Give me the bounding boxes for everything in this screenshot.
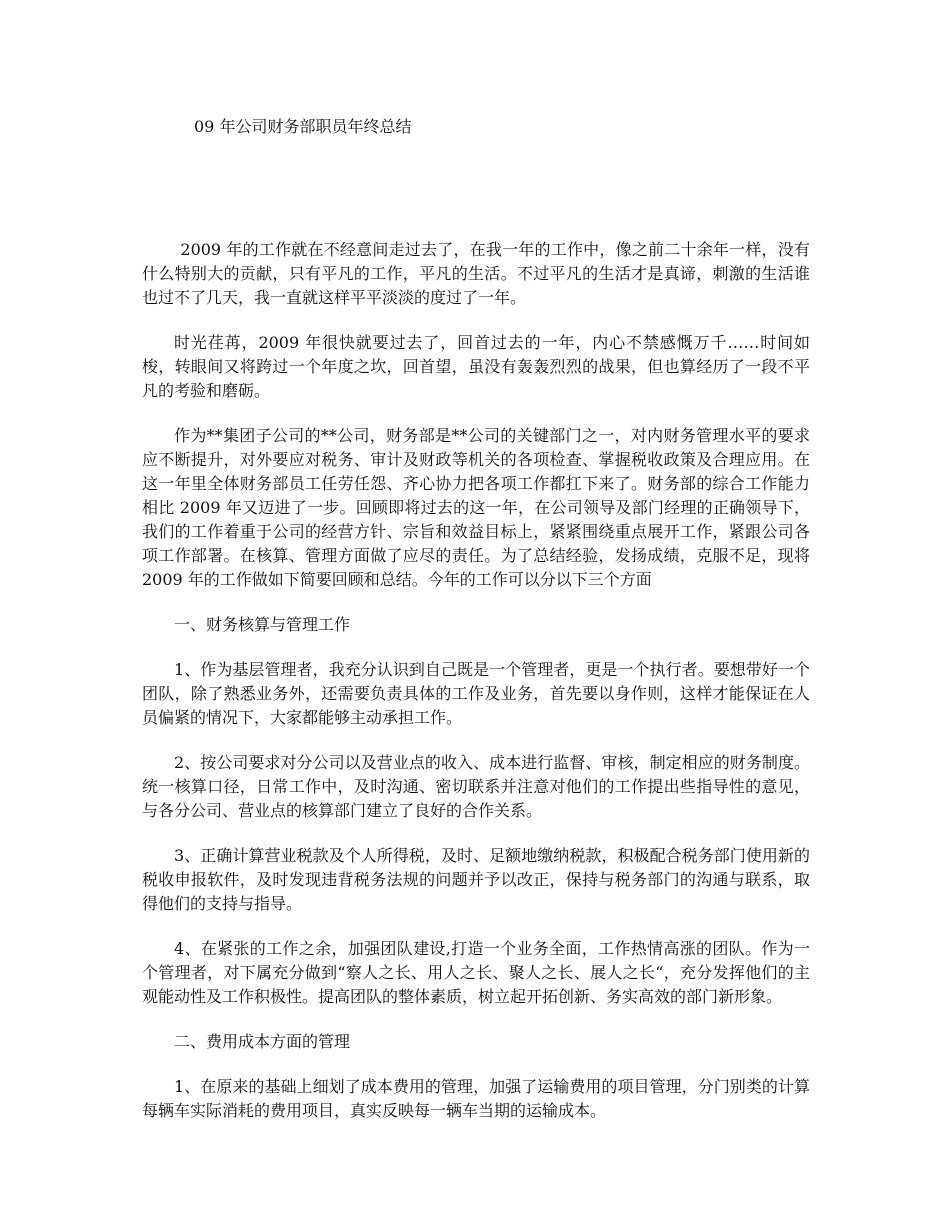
document-title: 09 年公司财务部职员年终总结 bbox=[194, 117, 412, 136]
paragraph-accounting-item-1: 1、作为基层管理者，我充分认识到自己既是一个管理者，更是一个执行者。要想带好一个团队，除了熟悉业务外，还需要负责具体的工作及业务，首先要以身作则，这样才能保证在人员偏紧的情况下，大家都能够主动承担工作。 bbox=[142, 660, 810, 727]
paragraph-department-overview: 作为**集团子公司的**公司，财务部是**公司的关键部门之一，对内财务管理水平的要求应不断提升，对外要应对税务、审计及财政等机关的各项检查、掌握税收政策及合理应用。在这一年里全体财务部员工任劳任怨、齐心协力把各项工作都扛下来了。财务部的综合工作能力相比 2009 年又迈进了一步。回顾即将过去的这一年，在公司领导及部门经理的正确领导下，我们的工作着重于公司的经营方针、宗旨和效益目标上，紧紧围绕重点展开工作，紧跟公司各项工作部署。在核算、管理方面做了应尽的责任。为了总结经验，发扬成绩，克服不足，现将 2009 年的工作做如下简要回顾和总结。今年的工作可以分以下三个方面 bbox=[142, 426, 810, 589]
section-heading-cost-management: 二、费用成本方面的管理 bbox=[174, 1032, 351, 1051]
paragraph-accounting-item-3: 3、正确计算营业税款及个人所得税，及时、足额地缴纳税款，积极配合税务部门使用新的税收申报软件，及时发现违背税务法规的问题并予以改正，保持与税务部门的沟通与联系，取得他们的支持与指导。 bbox=[142, 846, 810, 913]
document-body bbox=[142, 238, 810, 1144]
paragraph-accounting-item-2: 2、按公司要求对分公司以及营业点的收入、成本进行监督、审核，制定相应的财务制度。统一核算口径，日常工作中，及时沟通、密切联系并注意对他们的工作提出些指导性的意见，与各分公司、营业点的核算部门建立了良好的合作关系。 bbox=[142, 753, 810, 820]
paragraph-intro: 2009 年的工作就在不经意间走过去了，在我一年的工作中，像之前二十余年一样，没有什么特别大的贡献，只有平凡的工作，平凡的生活。不过平凡的生活才是真谛，刺激的生活谁也过不了几天，我一直就这样平平淡淡的度过了一年。 bbox=[142, 240, 810, 307]
paragraph-accounting-item-4: 4、在紧张的工作之余，加强团队建设,打造一个业务全面，工作热情高涨的团队。作为一个管理者，对下属充分做到“察人之长、用人之长、聚人之长、展人之长“，充分发挥他们的主观能动性及工作积极性。提高团队的整体素质，树立起开拓创新、务实高效的部门新形象。 bbox=[142, 939, 810, 1006]
paragraph-reflection: 时光荏苒，2009 年很快就要过去了，回首过去的一年，内心不禁感慨万千……时间如梭，转眼间又将跨过一个年度之坎，回首望，虽没有轰轰烈烈的战果，但也算经历了一段不平凡的考验和磨砺。 bbox=[142, 333, 810, 400]
section-heading-accounting: 一、财务核算与管理工作 bbox=[174, 615, 351, 634]
paragraph-cost-item-1: 1、在原来的基础上细划了成本费用的管理，加强了运输费用的项目管理，分门别类的计算每辆车实际消耗的费用项目，真实反映每一辆车当期的运输成本。 bbox=[142, 1077, 810, 1120]
